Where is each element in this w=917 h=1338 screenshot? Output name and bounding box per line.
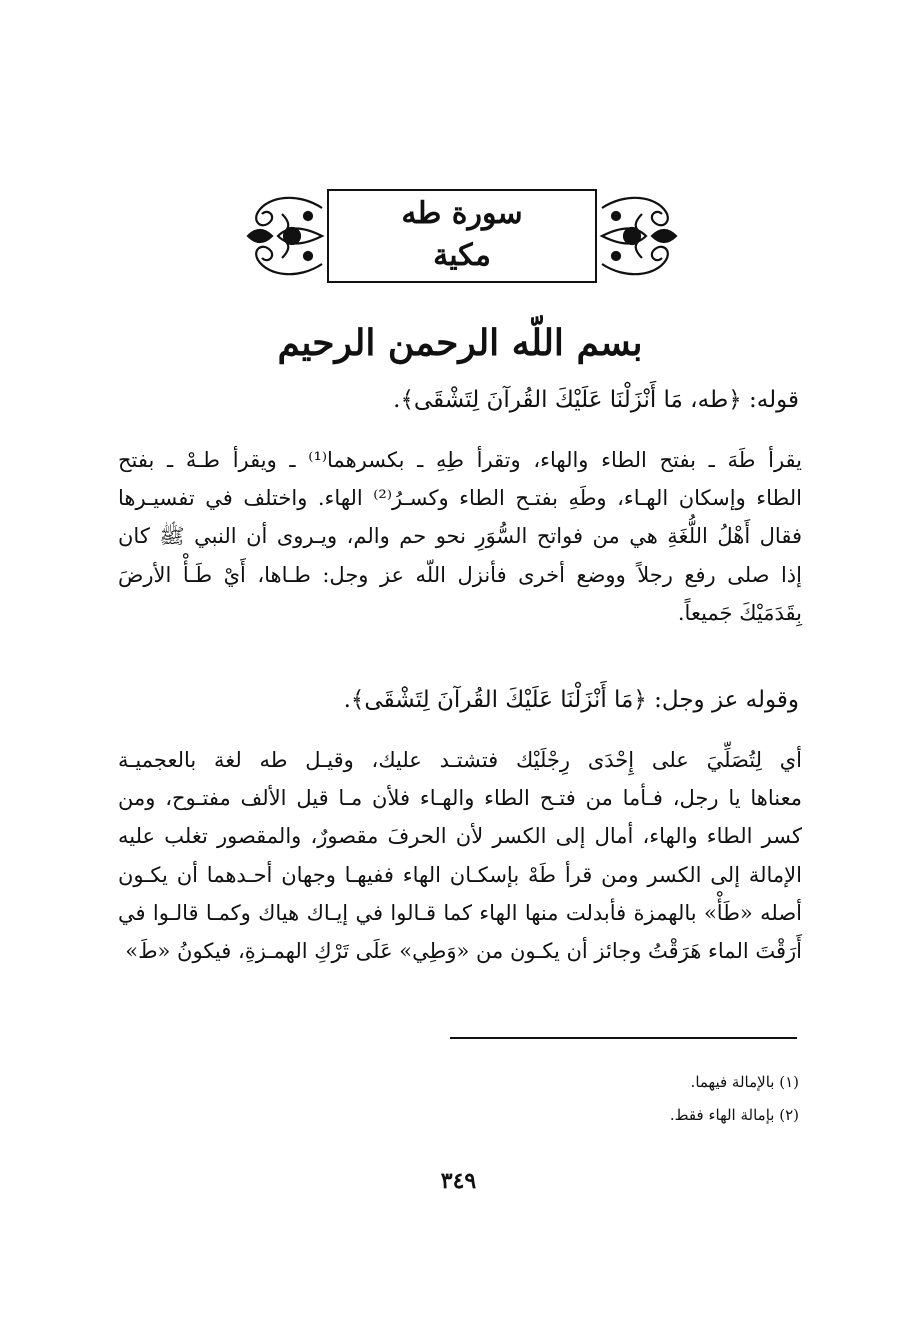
verse-quote-1: قوله: ﴿طه، مَا أَنْزَلْنَا عَلَيْكَ القُرآنَ لِتَشْقَى﴾.: [393, 387, 799, 413]
paragraph-line: فقال أَهْلُ اللُّغَةِ هي من فواتح السُّوَرِ نحو حم والم، ويـروى أن النبي ﷺ كان: [118, 524, 802, 549]
paragraph-line: يقرأ طَهَ ـ بفتح الطاء والهاء، وتقرأ طِهِ ـ بكسرهما⁽¹⁾ ـ ويقرأ طـهْ ـ بفتح: [118, 448, 803, 472]
paragraph-line: أي لِتُصَلِّيَ على إِحْدَى رِجْلَيْك فتشتـد عليك، وقيـل طه لغة بالعجميـة: [118, 748, 802, 772]
left-ornament-icon: [248, 198, 322, 274]
paragraph-line: الإمالة إلى الكسر ومن قرأ طَهْ بإسكـان الهاء ففيهـا وجهان أحـدهما أن يكـون: [118, 862, 802, 887]
footnotes: [399, 1066, 799, 1132]
paragraph-line: الطاء وإسكان الهـاء، وطَهِ بفتـح الطاء وكسـرُ⁽²⁾ الهاء. واختلف في تفسيـرها: [118, 486, 802, 511]
surah-revelation-type: مكية: [433, 238, 491, 273]
surah-name: سورة طه: [401, 196, 523, 231]
right-ornament-icon: [602, 198, 676, 274]
paragraph-line: أَرَقْتَ الماء هَرَقْتُ وجائز أن يكـون من «وَطِي» عَلَى تَرْكِ الهمـزةِ، فيكونُ «طَ»: [125, 939, 802, 964]
paragraph-line: إذا صلى رفع رجلاً ووضع أخرى فأنزل اللّه عز وجل: طـاها، أَيْ طَـأْ الأرضَ: [118, 562, 802, 587]
page-number: ٣٤٩: [440, 1168, 477, 1194]
footnote-1: (١) بالإمالة فيهما.: [690, 1073, 799, 1091]
verse-quote-2: وقوله عز وجل: ﴿مَا أَنْزَلْنَا عَلَيْكَ القُرآنَ لِتَشْقَى﴾.: [343, 687, 799, 713]
basmala-heading: بسم اللّه الرحمن الرحيم: [277, 322, 643, 364]
paragraph-line: بِقَدَمَيْكَ جَميعاً.: [677, 600, 802, 625]
paragraph-line: أصله «طَأْ» بالهمزة فأبدلت منها الهاء كما قـالوا في إيـاك هياك وكمـا قالـوا في: [118, 900, 802, 925]
footnote-divider: [450, 1037, 797, 1039]
surah-header: [238, 186, 686, 286]
paragraph-line: معناها يا رجل، فـأما من فتـح الطاء والهـاء فلأن مـا قيل الألف مفتـوح، ومن: [118, 786, 802, 811]
commentary-paragraph-2: [118, 741, 802, 970]
footnote-2: (٢) بإمالة الهاء فقط.: [669, 1106, 799, 1124]
commentary-paragraph-1: [118, 441, 802, 632]
surah-title-box: [328, 190, 596, 282]
paragraph-line: كسر الطاء والهاء، أمال إلى الكسر لأن الحرفَ مقصورٌ، والمقصور تغلب عليه: [118, 824, 802, 849]
